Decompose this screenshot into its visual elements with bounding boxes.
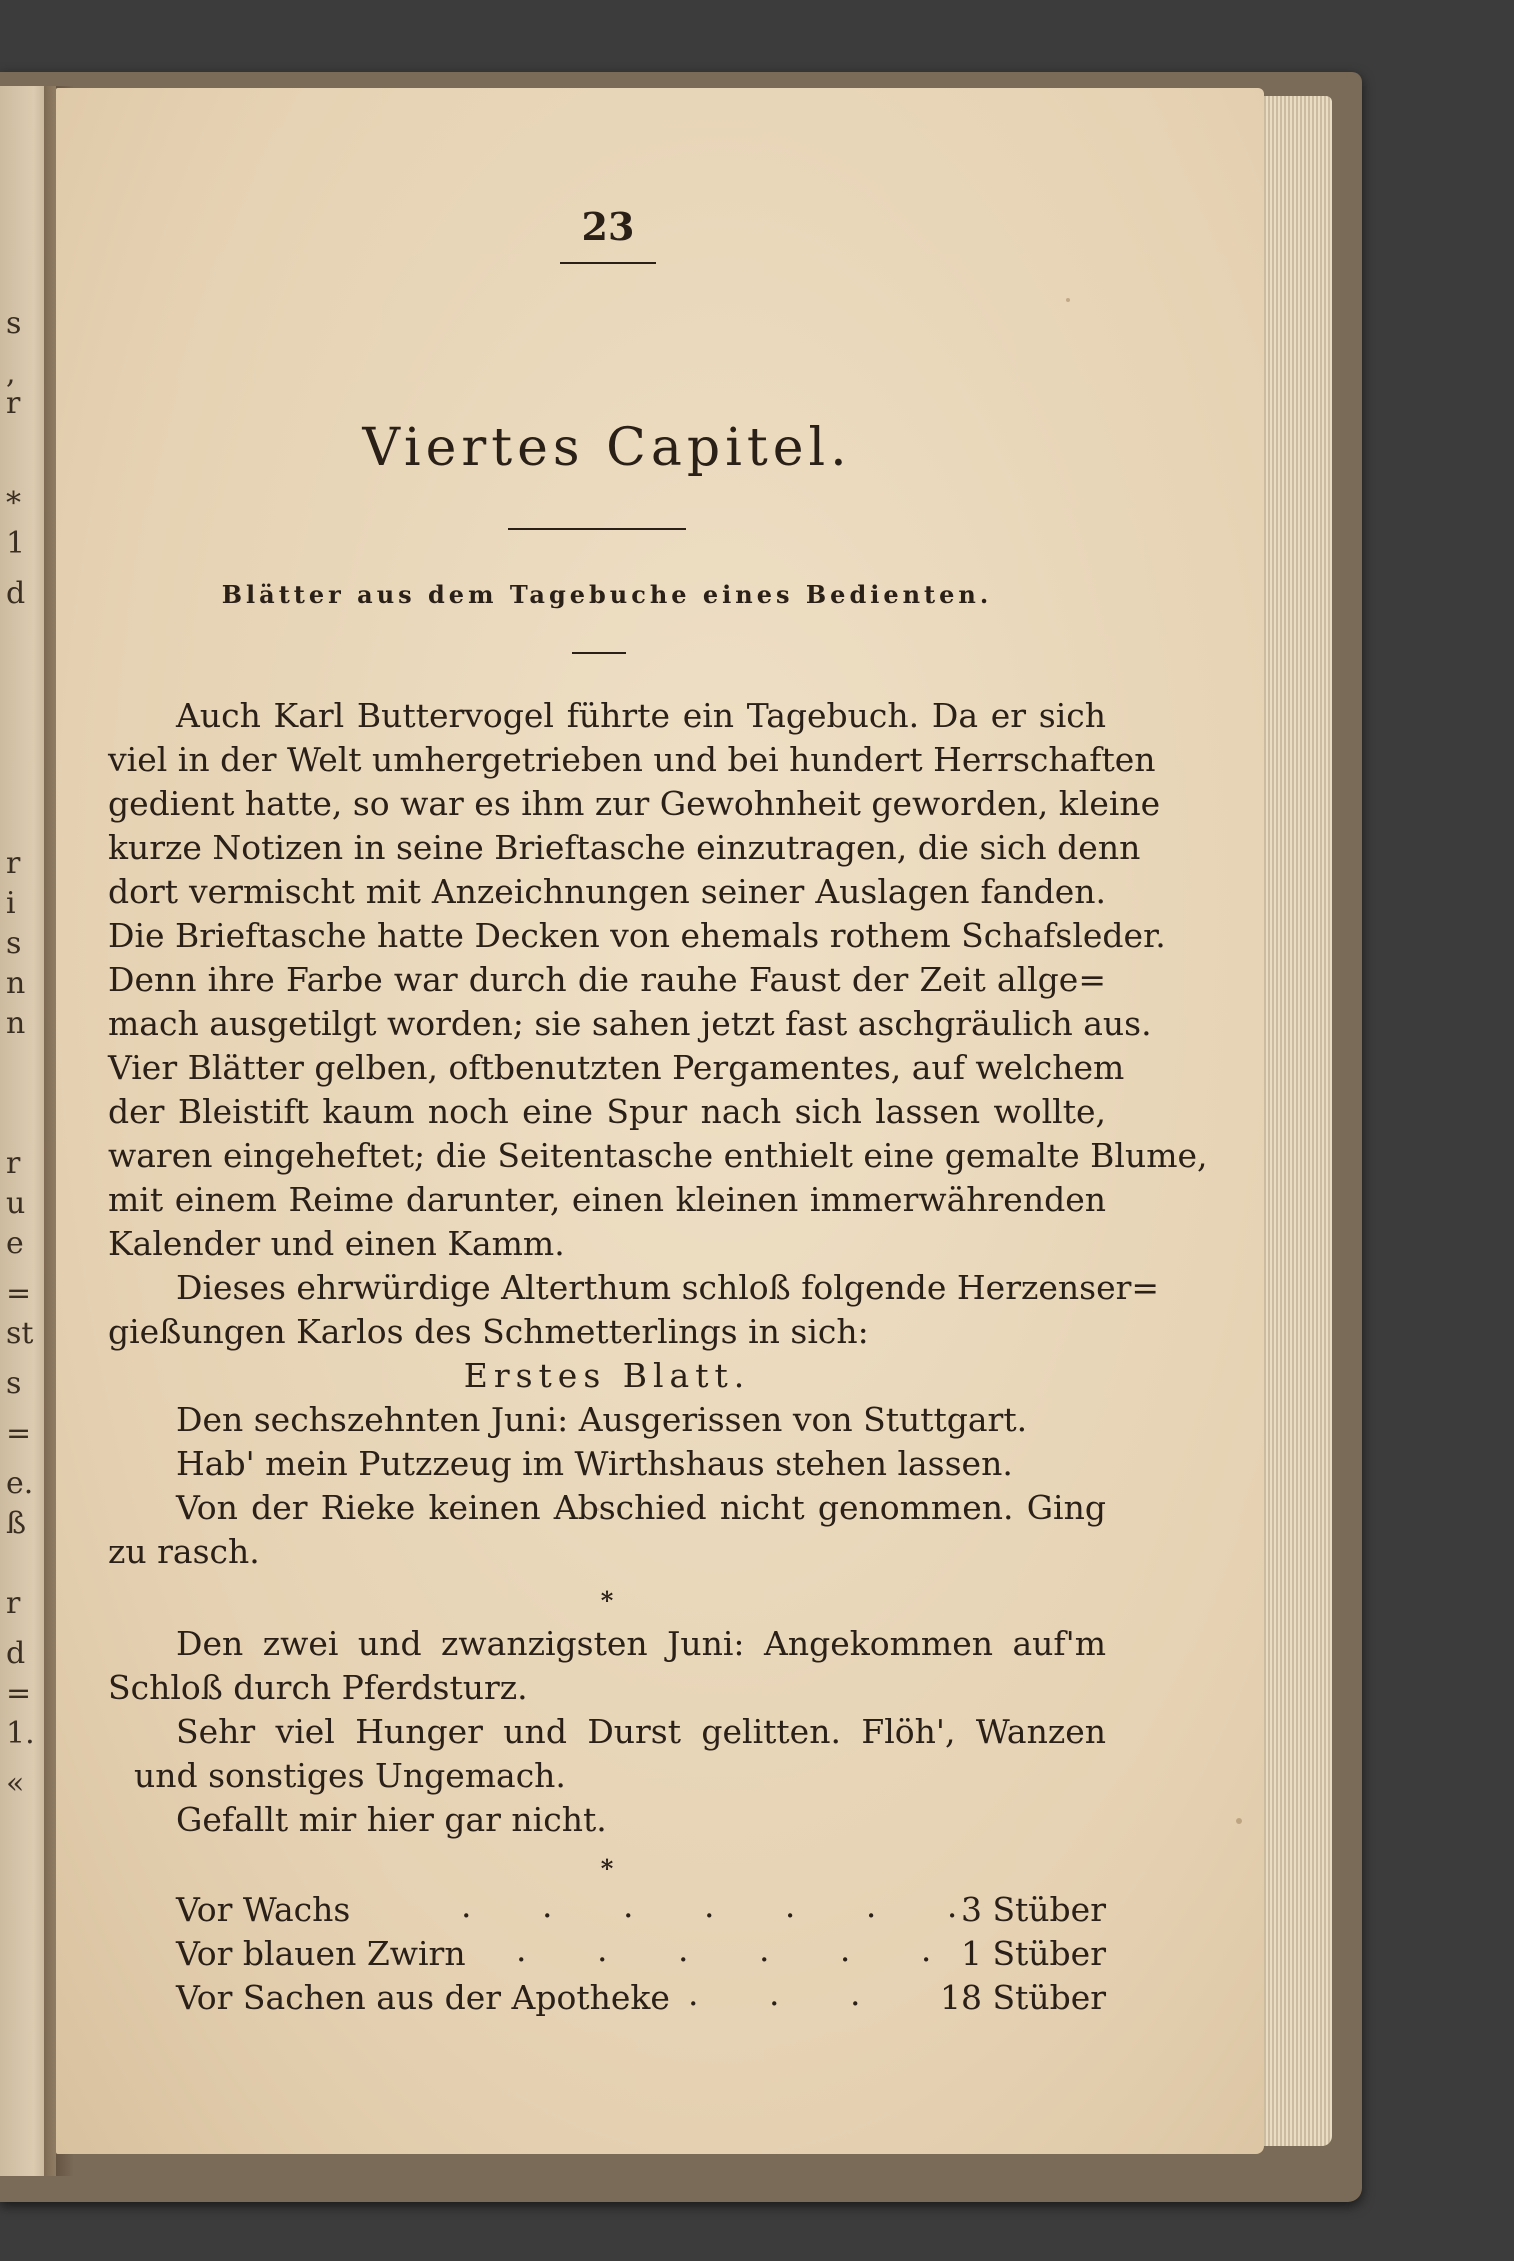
diary-line: Hab' mein Putzzeug im Wirthshaus stehen lassen. <box>176 1444 1013 1483</box>
ledger-row <box>176 1932 1106 1976</box>
left-page-fragment: s <box>6 926 22 961</box>
text-line: der Bleistift kaum noch eine Spur nach sich lassen wollte, <box>108 1092 1106 1131</box>
text-line: Kalender und einen Kamm. <box>108 1224 565 1263</box>
text-line: kurze Notizen in seine Brieftasche einzutragen, die sich denn <box>108 828 1141 867</box>
ledger-amount: 3 Stüber <box>960 1890 1106 1929</box>
left-page-fragment: e. <box>6 1466 34 1501</box>
ledger-row <box>176 1888 1106 1932</box>
entry-separator: * <box>600 1586 614 1615</box>
ledger-item: Vor blauen Zwirn <box>176 1934 466 1973</box>
left-page-fragment: r <box>6 386 21 421</box>
text-line: Auch Karl Buttervogel führte ein Tagebuch. Da er sich <box>176 696 1106 735</box>
left-page-fragment: s <box>6 1366 22 1401</box>
subtitle-rule <box>572 652 626 654</box>
ledger-amount: 18 Stüber <box>939 1978 1106 2017</box>
left-page-fragment: r <box>6 1146 21 1181</box>
left-page-fragment: st <box>6 1316 34 1351</box>
text-line: gießungen Karlos des Schmetterlings in sich: <box>108 1312 869 1351</box>
text-line: Dieses ehrwürdige Alterthum schloß folgende Herzenser= <box>176 1268 1160 1307</box>
page-number-rule <box>560 262 656 264</box>
ledger-dots: . . . . . . . <box>461 1886 988 1925</box>
ledger-row <box>176 1976 1106 2020</box>
left-page-fragment: = <box>6 1276 32 1311</box>
left-page-fragment: r <box>6 1586 21 1621</box>
left-page-fragment: i <box>6 886 16 921</box>
text-line: waren eingeheftet; die Seitentasche enthielt eine gemalte Blume, <box>108 1136 1208 1175</box>
page-number: 23 <box>581 204 635 249</box>
chapter-title-rule <box>508 528 686 530</box>
text-line: dort vermischt mit Anzeichnungen seiner Auslagen fanden. <box>108 872 1106 911</box>
text-line: viel in der Welt umhergetrieben und bei hundert Herrschaften <box>108 740 1156 779</box>
diary-line: Gefallt mir hier gar nicht. <box>176 1800 607 1839</box>
diary-line: Sehr viel Hunger und Durst gelitten. Flöh', Wanzen <box>176 1712 1106 1751</box>
left-page-fragment: d <box>6 576 26 611</box>
left-page-fragment: 1 <box>6 526 26 561</box>
chapter-title: Viertes Capitel. <box>362 418 852 478</box>
diary-line: und sonstiges Ungemach. <box>134 1756 566 1795</box>
left-page-fragment: n <box>6 1006 26 1041</box>
diary-line: Den sechszehnten Juni: Ausgerissen von Stuttgart. <box>176 1400 1028 1439</box>
ledger-amount: 1 Stüber <box>960 1934 1106 1973</box>
left-page-fragment: e <box>6 1226 24 1261</box>
text-line: mach ausgetilgt worden; sie sahen jetzt fast aschgräulich aus. <box>108 1004 1152 1043</box>
diary-line: zu rasch. <box>108 1532 260 1571</box>
ledger-dots: . . . . . . <box>516 1930 962 1969</box>
ledger-item: Vor Wachs <box>176 1890 351 1929</box>
left-page-fragment: d <box>6 1636 26 1671</box>
diary-line: Den zwei und zwanzigsten Juni: Angekommen auf'm <box>176 1624 1106 1663</box>
text-line: mit einem Reime darunter, einen kleinen immerwährenden <box>108 1180 1106 1219</box>
page-edges <box>1262 96 1332 2146</box>
text-line: Die Brieftasche hatte Decken von ehemals rothem Schafsleder. <box>108 916 1166 955</box>
left-page-fragment: = <box>6 1676 32 1711</box>
left-page-fragment: * <box>6 486 21 521</box>
diary-line: Schloß durch Pferdsturz. <box>108 1668 528 1707</box>
book-page <box>56 88 1264 2154</box>
diary-line: Von der Rieke keinen Abschied nicht genommen. Ging <box>176 1488 1106 1527</box>
left-page-fragment: , <box>6 356 16 391</box>
ledger-item: Vor Sachen aus der Apotheke <box>176 1978 670 2017</box>
left-page-fragment: s <box>6 306 22 341</box>
text-line: Vier Blätter gelben, oftbenutzten Pergamentes, auf welchem <box>108 1048 1125 1087</box>
ledger-dots: . . . <box>688 1974 891 2013</box>
text-line: gedient hatte, so war es ihm zur Gewohnheit geworden, kleine <box>108 784 1161 823</box>
section-heading: Erstes Blatt. <box>463 1356 751 1395</box>
left-page-fragment: 1. <box>6 1716 35 1751</box>
text-line: Denn ihre Farbe war durch die rauhe Faust der Zeit allge= <box>108 960 1106 999</box>
chapter-subtitle: Blätter aus dem Tagebuche eines Bedienten. <box>221 580 993 609</box>
paper-speck <box>1236 1818 1242 1824</box>
left-page-fragment: n <box>6 966 26 1001</box>
entry-separator: * <box>600 1854 614 1883</box>
left-page-fragment: ß <box>6 1506 27 1541</box>
left-page-fragment: = <box>6 1416 32 1451</box>
left-page-fragment: « <box>6 1766 25 1801</box>
paper-speck <box>1066 298 1070 302</box>
left-page-fragment: r <box>6 846 21 881</box>
left-page-fragment: u <box>6 1186 26 1221</box>
